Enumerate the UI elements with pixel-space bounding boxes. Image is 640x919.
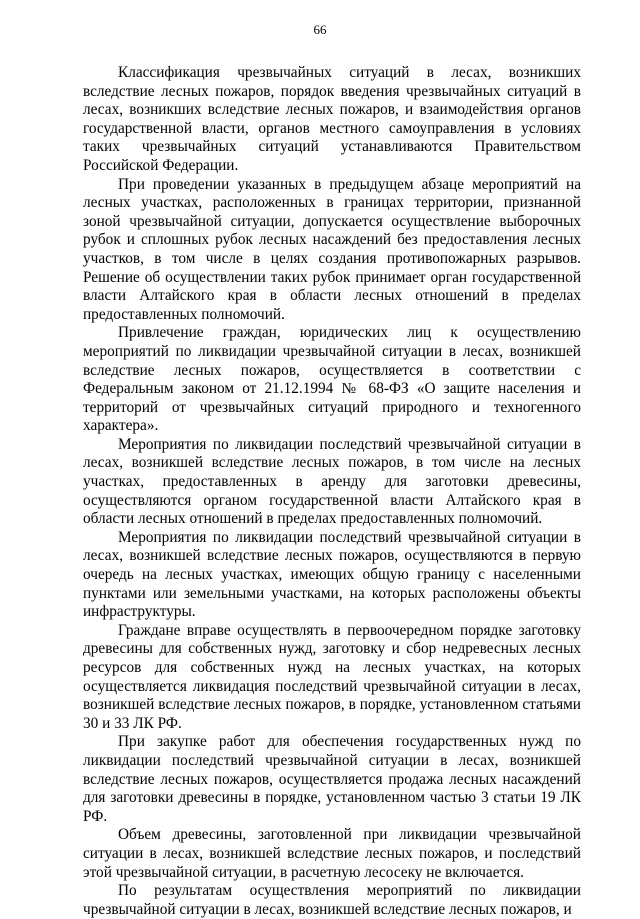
paragraph: Объем древесины, заготовленной при ликвидации чрезвычайной ситуации в лесах, возникшей вследствие лесных пожаров, и последствий этой чрезвычайной ситуации, в расчетную лесосеку не включается. [83,826,581,881]
paragraph: При проведении указанных в предыдущем абзаце мероприятий на лесных участках, расположенных в границах территории, признанной зоной чрезвычайной ситуации, допускается осуществление выборочных рубок и сплошных рубок лесных насаждений без предоставления лесных участков, в том числе в целях создания противопожарных разрывов. Решение об осуществлении таких рубок принимает орган государственной власти Алтайского края в области лесных отношений в пределах предоставленных полномочий. [83,175,581,323]
paragraph: При закупке работ для обеспечения государственных нужд по ликвидации последствий чрезвычайной ситуации в лесах, возникшей вследствие лесных пожаров, осуществляется продажа лесных насаждений для заготовки древесины в порядке, установленном частью 3 статьи 19 ЛК РФ. [83,733,581,825]
paragraph: Классификация чрезвычайных ситуаций в лесах, возникших вследствие лесных пожаров, порядок введения чрезвычайных ситуаций в лесах, возникших вследствие лесных пожаров, и взаимодействия органов государственной власти, органов местного самоуправления в условиях таких чрезвычайных ситуаций устанавливаются Правительством Российской Федерации. [83,64,581,174]
paragraph: Привлечение граждан, юридических лиц к осуществлению мероприятий по ликвидации чрезвычайной ситуации в лесах, возникшей вследствие лесных пожаров, осуществляется в соответствии с Федеральным законом от 21.12.1994 № 68-ФЗ «О защите населения и территорий от чрезвычайных ситуаций природного и техногенного характера». [83,324,581,435]
paragraph: По результатам осуществления мероприятий по ликвидации чрезвычайной ситуации в лесах, возникшей вследствие лесных пожаров, и [83,882,581,918]
paragraph: Мероприятия по ликвидации последствий чрезвычайной ситуации в лесах, возникшей вследствие лесных пожаров, в том числе на лесных участках, предоставленных в аренду для заготовки древесины, осуществляются органом государственной власти Алтайского края в области лесных отношений в пределах предоставленных полномочий. [83,435,581,528]
paragraph: Граждане вправе осуществлять в первоочередном порядке заготовку древесины для собственных нужд, заготовку и сбор недревесных лесных ресурсов для собственных нужд на лесных участках, на которых осуществляется ликвидация последствий чрезвычайной ситуации в лесах, возникшей вследствие лесных пожаров, в порядке, установленном статьями 30 и 33 ЛК РФ. [83,621,581,732]
document-body [83,64,581,919]
page-number: 66 [313,22,327,37]
paragraph: Мероприятия по ликвидации последствий чрезвычайной ситуации в лесах, возникшей вследствие лесных пожаров, осуществляются в первую очередь на лесных участках, имеющих общую границу с населенными пунктами или земельными участками, на которых расположены объекты инфраструктуры. [83,528,581,621]
